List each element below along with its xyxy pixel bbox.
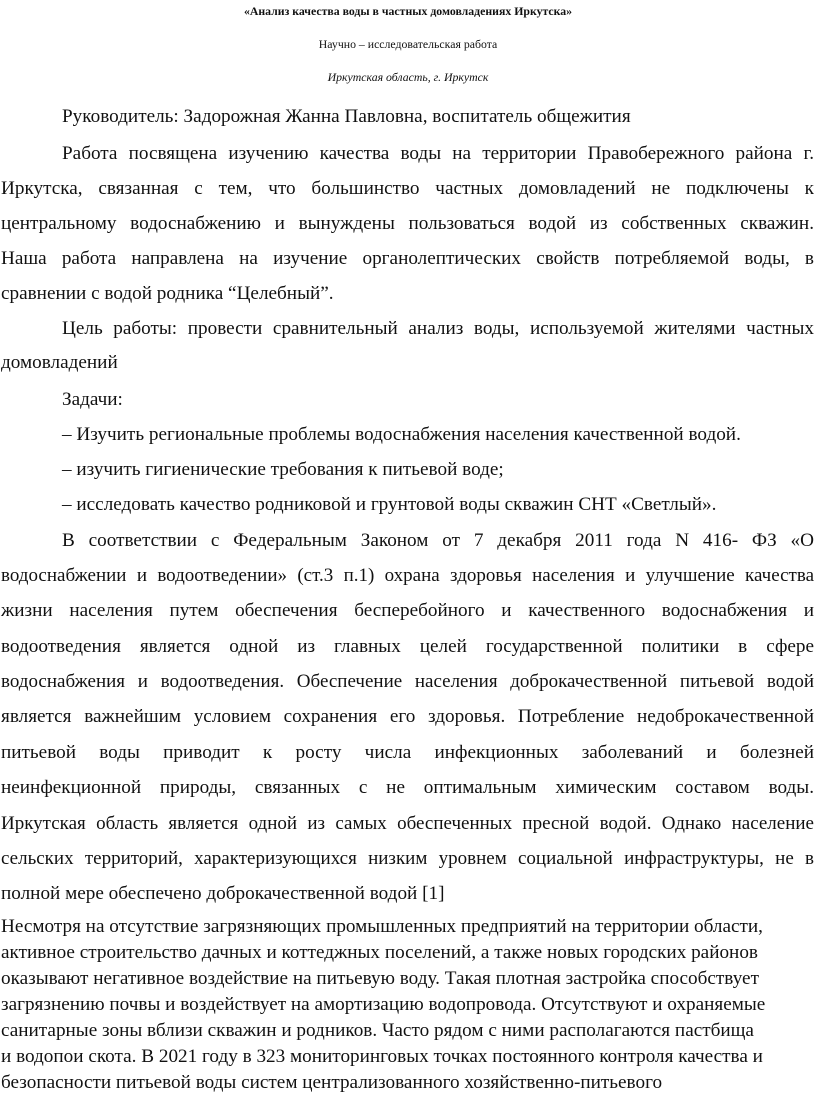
law-line: полной мере обеспечено доброкачественной водой [1] <box>1 883 445 904</box>
law-line: является важнейшим условием сохранения его здоровья. Потребление недоброкачественной <box>1 706 814 727</box>
final-line: и водопои скота. В 2021 году в 323 мониторинговых точках постоянного контроля качества и <box>1 1046 763 1067</box>
goal-line: домовладений <box>1 352 118 373</box>
task-item: – Изучить региональные проблемы водоснабжения населения качественной водой. <box>62 424 741 445</box>
law-line: питьевой воды приводит к росту числа инфекционных заболеваний и болезней <box>1 742 814 763</box>
intro-line: Наша работа направлена на изучение органолептических свойств потребляемой воды, в <box>1 248 814 269</box>
final-line: оказывают негативное воздействие на питьевую воду. Такая плотная застройка способствует <box>1 968 759 989</box>
intro-line: Работа посвящена изучению качества воды на территории Правобережного района г. <box>62 143 814 164</box>
document-title: «Анализ качества воды в частных домовладениях Иркутска» <box>243 4 573 18</box>
intro-line: центральному водоснабжению и вынуждены пользоваться водой из собственных скважин. <box>1 213 814 234</box>
task-item: – изучить гигиенические требования к питьевой воде; <box>62 459 504 480</box>
final-line: безопасности питьевой воды систем централизованного хозяйственно-питьевого <box>1 1072 663 1093</box>
law-line: неинфекционной природы, связанных с не оптимальным химическим составом воды. <box>1 777 814 798</box>
law-line: жизни населения путем обеспечения бесперебойного и качественного водоснабжения и <box>1 600 814 621</box>
law-line: водоснабжения и водоотведения. Обеспечение населения доброкачественной питьевой водой <box>1 671 814 692</box>
supervisor-line: Руководитель: Задорожная Жанна Павловна, воспитатель общежития <box>62 106 631 127</box>
law-line: Иркутская область является одной из самых обеспеченных пресной водой. Однако население <box>1 813 814 834</box>
law-line: водоснабжении и водоотведении» (ст.3 п.1) охрана здоровья населения и улучшение качества <box>1 565 814 586</box>
document-region: Иркутская область, г. Иркутск <box>327 70 489 84</box>
intro-line: Иркутска, связанная с тем, что большинство частных домовладений не подключены к <box>1 178 814 199</box>
goal-line: Цель работы: провести сравнительный анализ воды, используемой жителями частных <box>62 318 814 339</box>
law-line: сельских территорий, характеризующихся низким уровнем социальной инфраструктуры, не в <box>1 848 814 869</box>
final-line: загрязнению почвы и воздействует на амортизацию водопровода. Отсутствуют и охраняемые <box>1 994 766 1015</box>
task-item: – исследовать качество родниковой и грунтовой воды скважин СНТ «Светлый». <box>62 494 717 515</box>
intro-line: сравнении с водой родника “Целебный”. <box>1 283 334 304</box>
law-line: водоотведения является одной из главных целей государственной политики в сфере <box>1 636 814 657</box>
tasks-label: Задачи: <box>62 389 123 410</box>
document-subtitle: Научно – исследовательская работа <box>318 37 498 51</box>
final-line: санитарные зоны вблизи скважин и родников. Часто рядом с ними располагаются пастбища <box>1 1020 754 1041</box>
law-line: В соответствии с Федеральным Законом от 7 декабря 2011 года N 416- ФЗ «О <box>62 530 814 551</box>
final-line: активное строительство дачных и коттеджных поселений, а также новых городских районов <box>1 942 758 963</box>
final-line: Несмотря на отсутствие загрязняющих промышленных предприятий на территории области, <box>1 916 763 937</box>
